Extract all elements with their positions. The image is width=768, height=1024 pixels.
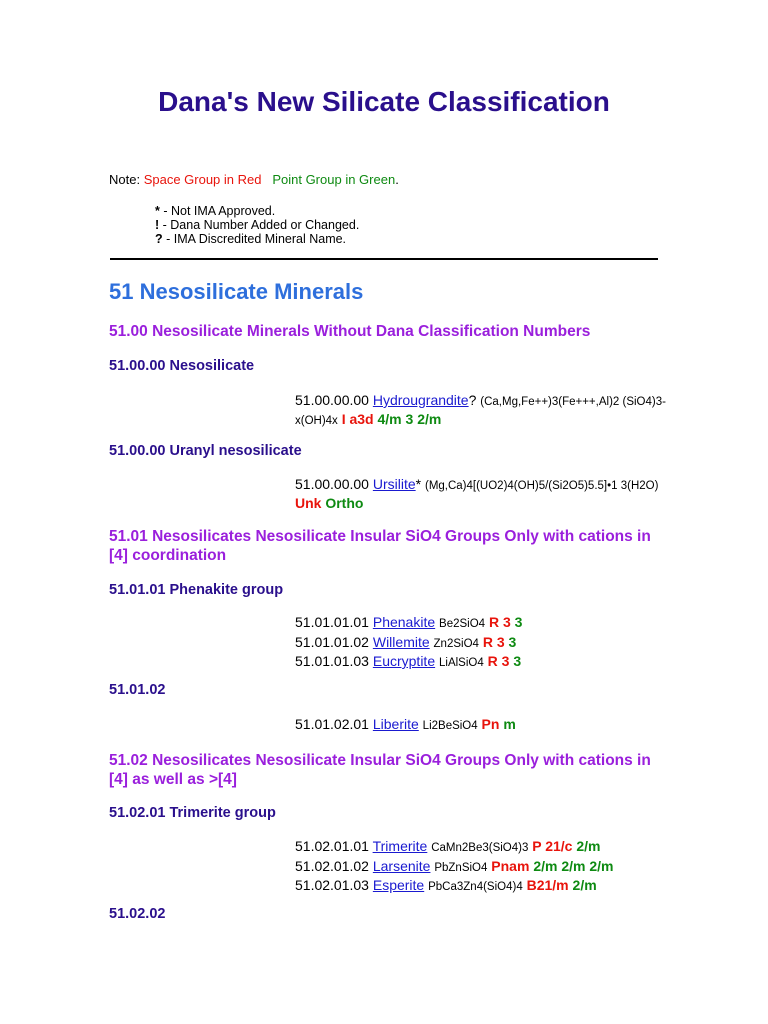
- group-heading: 51.01.01 Phenakite group: [109, 582, 284, 598]
- legend-item-discredited: ? - IMA Discredited Mineral Name.: [155, 232, 347, 246]
- mineral-list: [295, 614, 522, 673]
- space-group: Unk: [295, 495, 322, 511]
- dana-number: 51.00.00.00: [295, 476, 369, 492]
- chemical-formula: (Mg,Ca)4[(UO2)4(OH)5/(Si2O5)5.5]•1 3(H2O): [424, 480, 659, 492]
- chemical-formula: Li2BeSiO4: [422, 720, 478, 732]
- subsection-heading: 51.01 Nesosilicates Nesosilicate Insular SiO4 Groups Only with cations in [4] coordination: [109, 528, 651, 564]
- color-note: [109, 172, 399, 187]
- point-group: 3: [514, 614, 523, 630]
- chemical-formula: Be2SiO4: [439, 618, 486, 630]
- point-group: m: [503, 716, 516, 732]
- mineral-link[interactable]: Phenakite: [372, 614, 436, 630]
- mineral-link[interactable]: Hydrougrandite: [372, 392, 469, 408]
- note-prefix: Note:: [109, 172, 144, 187]
- point-group: 2/m: [576, 838, 601, 854]
- status-mark: ?: [468, 392, 477, 408]
- mineral-entry: [295, 634, 522, 654]
- space-group: R 3: [488, 614, 511, 630]
- dana-number: 51.02.01.02: [295, 857, 369, 874]
- point-group: 2/m: [572, 877, 597, 893]
- point-group: 4/m 3 2/m: [377, 411, 442, 427]
- mineral-entry: [295, 392, 675, 430]
- point-group: 3: [513, 653, 522, 669]
- legend-item-added-changed: ! - Dana Number Added or Changed.: [155, 218, 360, 232]
- group-heading: 51.02.02: [109, 906, 166, 922]
- subsection-heading: 51.02 Nesosilicates Nesosilicate Insular SiO4 Groups Only with cations in [4] as well as >[4]: [109, 752, 651, 788]
- dana-number: 51.01.01.02: [295, 633, 369, 650]
- mineral-list: [295, 838, 613, 897]
- space-group: P 21/c: [532, 838, 573, 854]
- dana-number: 51.01.01.01: [295, 614, 369, 630]
- dana-number: 51.02.01.01: [295, 838, 369, 854]
- note-suffix: .: [395, 172, 399, 187]
- legend-item-not-approved: * - Not IMA Approved.: [155, 204, 276, 218]
- mineral-link[interactable]: Willemite: [372, 633, 430, 650]
- space-group: Pnam: [491, 857, 530, 874]
- subsection-heading: 51.00 Nesosilicate Minerals Without Dana Classification Numbers: [109, 323, 591, 340]
- chemical-formula: Zn2SiO4: [433, 637, 479, 650]
- mineral-link[interactable]: Trimerite: [372, 838, 428, 854]
- space-group: B21/m: [526, 877, 569, 893]
- page-title: Dana's New Silicate Classification: [158, 86, 610, 117]
- group-heading: 51.00.00 Uranyl nesosilicate: [109, 443, 302, 459]
- divider: [110, 258, 658, 260]
- point-group: 2/m 2/m 2/m: [533, 857, 614, 874]
- group-heading: 51.02.01 Trimerite group: [109, 805, 276, 821]
- dana-number: 51.01.01.03: [295, 653, 369, 669]
- note-point-group: Point Group in Green: [272, 172, 396, 187]
- chemical-formula: (Ca,Mg,Fe++)3(Fe+++,Al)2 (SiO4)3-x(OH)4x: [295, 396, 666, 427]
- note-space-group: Space Group in Red: [143, 172, 262, 187]
- dana-number: 51.01.02.01: [295, 716, 369, 732]
- dana-number: 51.02.01.03: [295, 877, 369, 893]
- dana-number: 51.00.00.00: [295, 392, 369, 408]
- space-group: R 3: [487, 653, 510, 669]
- mineral-entry: [295, 653, 522, 673]
- mineral-entry: [295, 838, 613, 858]
- mineral-link[interactable]: Eucryptite: [372, 653, 436, 669]
- mineral-link[interactable]: Ursilite: [372, 476, 416, 492]
- space-group: R 3: [482, 633, 505, 650]
- chemical-formula: LiAlSiO4: [439, 657, 484, 669]
- status-mark: *: [415, 476, 422, 492]
- space-group: I a3d: [341, 411, 374, 427]
- mineral-link[interactable]: Liberite: [372, 716, 419, 732]
- section-heading: 51 Nesosilicate Minerals: [109, 279, 364, 304]
- point-group: 3: [508, 633, 517, 650]
- mineral-entry: [295, 476, 675, 512]
- chemical-formula: PbZnSiO4: [434, 861, 488, 874]
- mineral-entry: [295, 877, 613, 897]
- chemical-formula: PbCa3Zn4(SiO4)4: [428, 881, 523, 893]
- group-heading: 51.00.00 Nesosilicate: [109, 358, 255, 374]
- mineral-entry: [295, 614, 522, 634]
- point-group: Ortho: [325, 495, 364, 511]
- mineral-link[interactable]: Esperite: [372, 877, 425, 893]
- mineral-entry: [295, 716, 516, 736]
- mineral-entry: [295, 858, 613, 878]
- space-group: Pn: [481, 716, 500, 732]
- mineral-link[interactable]: Larsenite: [372, 857, 431, 874]
- chemical-formula: CaMn2Be3(SiO4)3: [431, 842, 529, 854]
- group-heading: 51.01.02: [109, 682, 166, 698]
